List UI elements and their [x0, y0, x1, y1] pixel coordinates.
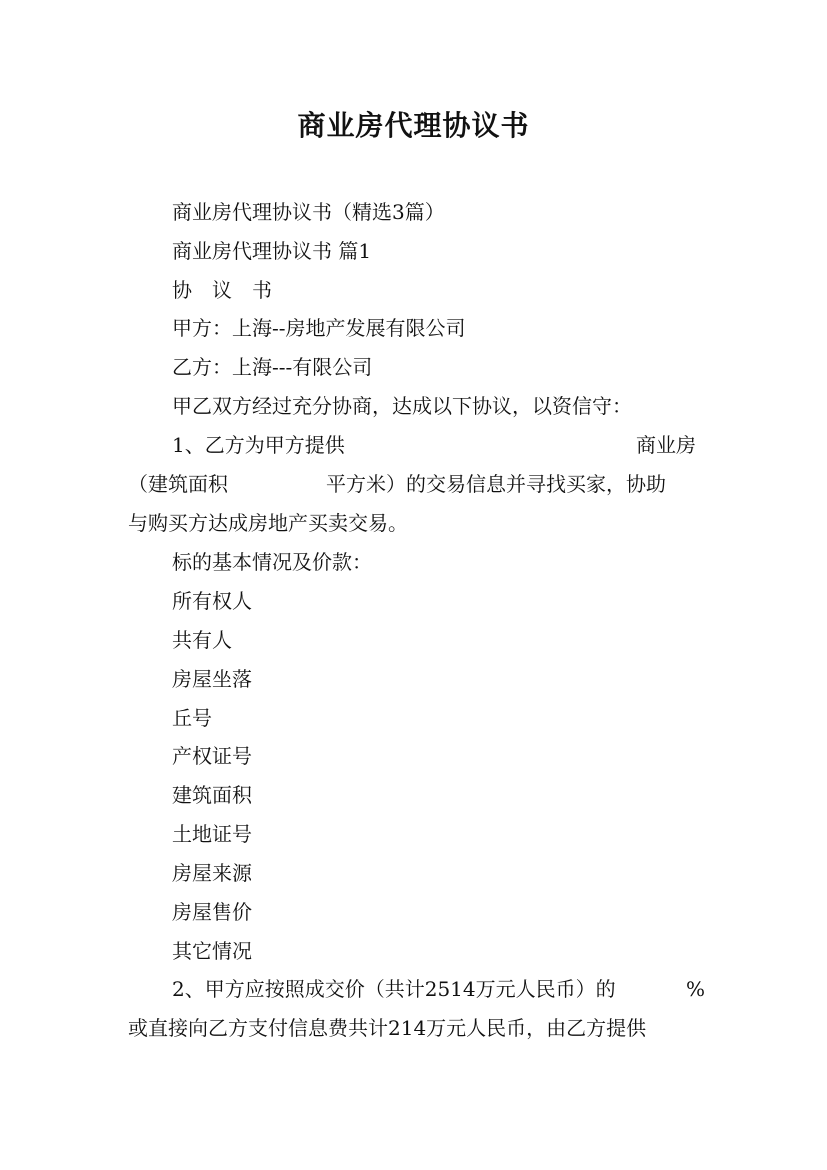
clause-2-line1: 2、甲方应按照成交价（共计2514万元人民币）的 — [172, 977, 616, 1001]
field-land-cert: 土地证号 — [172, 822, 252, 846]
field-co-owner: 共有人 — [172, 628, 232, 652]
field-other: 其它情况 — [172, 939, 252, 963]
field-title-cert: 产权证号 — [172, 744, 252, 768]
agreement-intro: 甲乙双方经过充分协商，达成以下协议，以资信守： — [172, 394, 632, 418]
subject-heading: 标的基本情况及价款： — [172, 550, 372, 574]
field-owner: 所有权人 — [172, 589, 252, 613]
field-floor-area: 建筑面积 — [172, 783, 252, 807]
field-price: 房屋售价 — [172, 900, 252, 924]
field-source: 房屋来源 — [172, 861, 252, 885]
clause-1-line2-rest: 平方米）的交易信息并寻找买家，协助 — [326, 472, 666, 496]
clause-2-percent: % — [686, 977, 706, 1001]
subtitle-line: 商业房代理协议书（精选3篇） — [172, 200, 445, 224]
document-title: 商业房代理协议书 — [297, 109, 530, 142]
clause-1-line2-start: （建筑面积 — [128, 472, 228, 496]
clause-1-end: 商业房 — [636, 433, 696, 457]
field-lot-number: 丘号 — [172, 706, 212, 730]
party-a-line: 甲方：上海--房地产发展有限公司 — [172, 316, 466, 340]
clause-1-line3: 与购买方达成房地产买卖交易。 — [128, 511, 408, 535]
agreement-heading: 协 议 书 — [172, 278, 272, 302]
field-location: 房屋坐落 — [172, 667, 252, 691]
clause-2-line2: 或直接向乙方支付信息费共计214万元人民币，由乙方提供 — [128, 1016, 647, 1040]
party-b-line: 乙方：上海---有限公司 — [172, 355, 373, 379]
section-heading: 商业房代理协议书 篇1 — [172, 239, 372, 263]
clause-1-start: 1、乙方为甲方提供 — [172, 433, 345, 457]
